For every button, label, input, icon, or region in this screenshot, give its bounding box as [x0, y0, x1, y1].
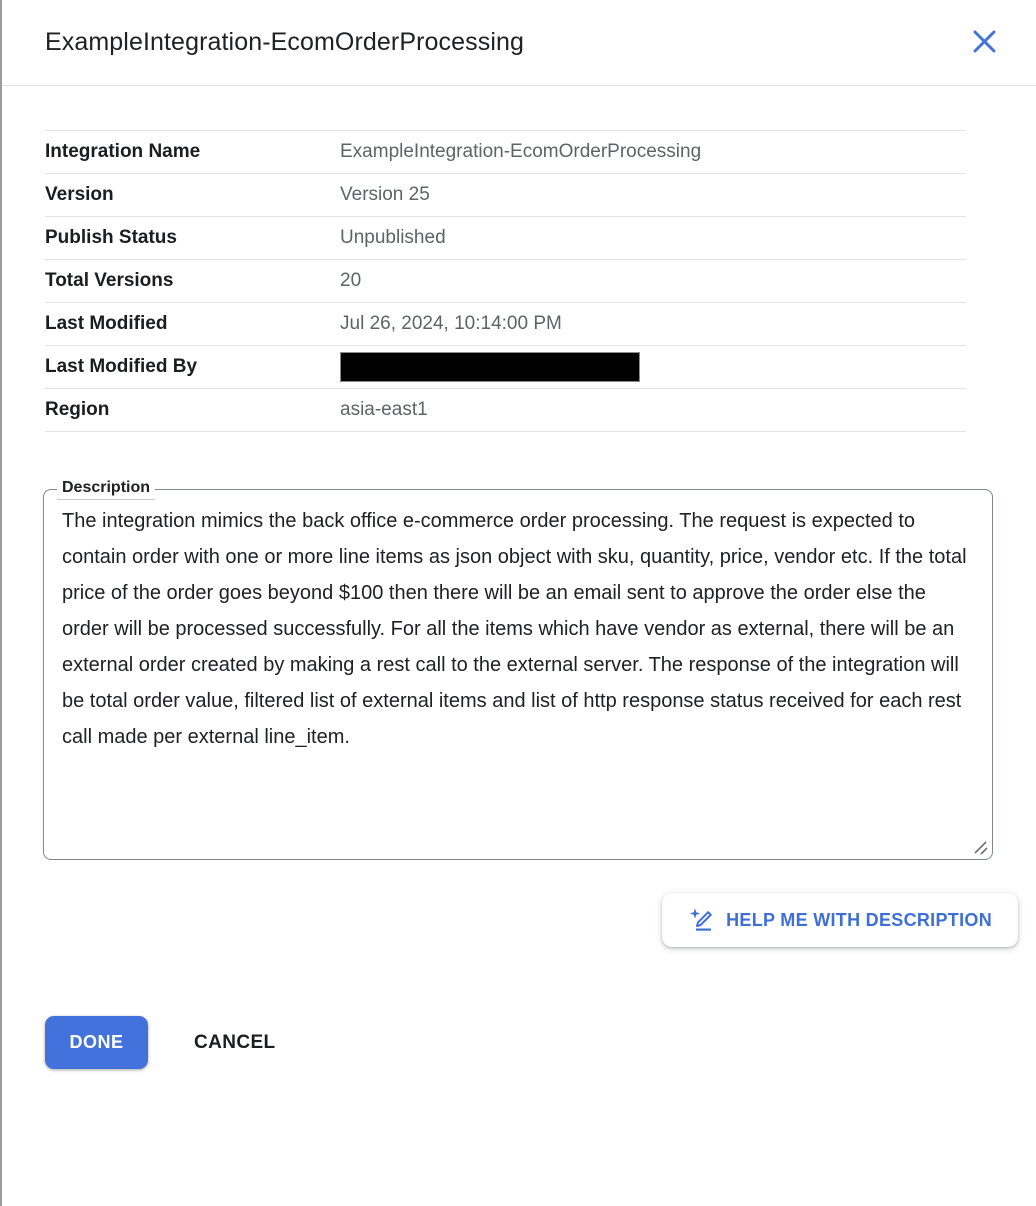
row-label: Last Modified By	[45, 356, 198, 377]
row-label: Total Versions	[45, 270, 174, 291]
help-button-row	[45, 893, 1036, 947]
row-label: Publish Status	[45, 227, 177, 248]
table-row-version	[45, 174, 966, 217]
help-button-label: HELP ME WITH DESCRIPTION	[726, 909, 992, 930]
close-button[interactable]	[964, 23, 1004, 63]
table-row-publish-status	[45, 217, 966, 260]
table-row-last-modified	[45, 303, 966, 346]
table-row-region	[45, 389, 966, 432]
row-value: Version 25	[340, 184, 430, 205]
pen-spark-icon	[688, 907, 714, 933]
row-value: Jul 26, 2024, 10:14:00 PM	[340, 313, 562, 334]
row-value: 20	[340, 270, 362, 291]
row-value: ExampleIntegration-EcomOrderProcessing	[340, 141, 702, 162]
row-value	[340, 352, 640, 382]
row-label: Region	[45, 399, 110, 420]
row-label: Last Modified	[45, 313, 168, 334]
details-table	[45, 130, 966, 432]
row-value: Unpublished	[340, 227, 446, 248]
close-icon	[970, 27, 999, 59]
help-me-with-description-button[interactable]	[662, 893, 1018, 947]
description-textarea[interactable]	[43, 489, 993, 860]
row-label: Integration Name	[45, 141, 201, 162]
row-label: Version	[45, 184, 114, 205]
resize-handle-icon[interactable]	[972, 839, 990, 857]
dialog-left-edge	[0, 0, 2, 1206]
table-row-total-versions	[45, 260, 966, 303]
action-button-row	[45, 1016, 993, 1069]
row-value: asia-east1	[340, 399, 428, 420]
done-button[interactable]: DONE	[45, 1016, 148, 1069]
dialog-title: ExampleIntegration-EcomOrderProcessing	[45, 28, 525, 56]
cancel-button[interactable]: CANCEL	[190, 1024, 280, 1062]
dialog-content	[0, 130, 993, 1069]
redacted-value-bar	[340, 352, 640, 382]
description-field	[43, 479, 993, 860]
table-row-integration-name	[45, 131, 966, 174]
dialog-header	[0, 0, 1036, 86]
table-row-last-modified-by	[45, 346, 966, 389]
description-label: Description	[57, 477, 155, 500]
